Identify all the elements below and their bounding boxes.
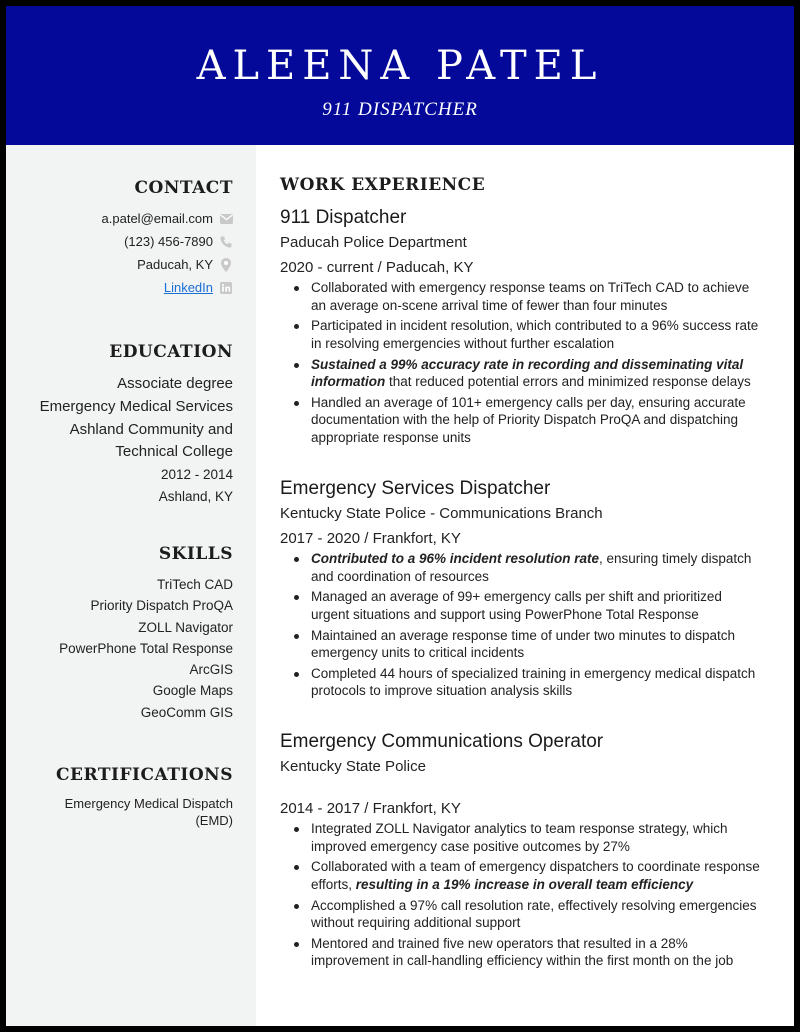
school-name-line1: Ashland Community and [69, 421, 233, 438]
job-company: Kentucky State Police [280, 758, 426, 775]
skill-item: ArcGIS [189, 662, 233, 678]
bullet [311, 858, 760, 893]
job-company: Kentucky State Police - Communications Branch [280, 505, 603, 522]
skill-item: ZOLL Navigator [138, 619, 233, 635]
education-heading: EDUCATION [109, 342, 233, 362]
skill-item: Google Maps [152, 683, 233, 699]
sidebar [6, 145, 256, 1026]
job-title: 911 Dispatcher [280, 207, 407, 228]
bullet: Collaborated with emergency response teams on TriTech CAD to achieve an average on-scene arrival time of fewer than four minutes [311, 279, 760, 314]
work-experience-heading: WORK EXPERIENCE [280, 175, 486, 195]
job-company: Paducah Police Department [280, 234, 467, 251]
candidate-name: ALEENA PATEL [196, 43, 604, 89]
contact-email [13, 207, 233, 230]
bullet: Mentored and trained five new operators that resulted in a 28% improvement in call-handling efficiency within the first month on the job [311, 935, 760, 970]
linkedin-link[interactable]: LinkedIn [163, 280, 213, 295]
certification-line2: (EMD) [195, 813, 233, 828]
job-role: 911 DISPATCHER [322, 99, 478, 120]
degree: Associate degree [117, 375, 233, 392]
job-dates-location: 2014 - 2017 / Frankfort, KY [280, 800, 461, 817]
bullet: Handled an average of 101+ emergency calls per day, ensuring accurate documentation with the help of Priority Dispatch ProQA and dispatching appropriate response units [311, 394, 760, 447]
skill-item: GeoComm GIS [140, 704, 233, 720]
contact-phone [13, 230, 233, 253]
school-name-line2: Technical College [115, 443, 233, 460]
education-location: Ashland, KY [158, 489, 233, 504]
bullet: Completed 44 hours of specialized training in emergency medical dispatch protocols to improve situation analysis skills [311, 665, 760, 700]
job-bullets [280, 550, 760, 700]
bullet-text: Collaborated with a team of emergency dispatchers to coordinate response efforts, [311, 859, 760, 892]
bullet: Integrated ZOLL Navigator analytics to team response strategy, which improved emergency case positive outcomes by 27% [311, 820, 760, 855]
envelope-icon [219, 212, 233, 226]
education-years: 2012 - 2014 [160, 467, 233, 482]
bullet-highlight: Contributed to a 96% incident resolution rate [311, 551, 600, 566]
contact-linkedin [13, 276, 233, 299]
job-bullets [280, 820, 760, 970]
skills-heading: SKILLS [158, 544, 233, 564]
job-entry [280, 476, 760, 703]
certifications-section [13, 764, 233, 829]
contact-section [13, 177, 233, 299]
job-dates-location: 2017 - 2020 / Frankfort, KY [280, 530, 461, 547]
bullet: Participated in incident resolution, which contributed to a 96% success rate in resolving emergencies without further escalation [311, 318, 759, 351]
job-entry [280, 729, 760, 973]
header-banner [6, 6, 794, 145]
skills-section [13, 543, 233, 723]
phone-icon [219, 235, 233, 249]
job-title: Emergency Communications Operator [280, 731, 604, 752]
skill-item: PowerPhone Total Response [59, 640, 233, 656]
bullet: Maintained an average response time of under two minutes to dispatch emergency units to critical incidents [311, 627, 760, 662]
contact-location [13, 253, 233, 276]
skill-item: Priority Dispatch ProQA [90, 598, 233, 614]
bullet: Managed an average of 99+ emergency calls per shift and prioritized urgent situations and support using PowerPhone Total Response [311, 588, 760, 623]
phone-text: (123) 456-7890 [124, 234, 213, 249]
job-entry [280, 205, 760, 450]
resume-page [6, 6, 794, 1026]
job-dates-location: 2020 - current / Paducah, KY [280, 259, 474, 276]
job-title: Emergency Services Dispatcher [280, 478, 551, 499]
location-text: Paducah, KY [137, 257, 213, 272]
email-text: a.patel@email.com [101, 211, 213, 226]
certifications-heading: CERTIFICATIONS [56, 765, 233, 785]
linkedin-icon [219, 281, 233, 295]
field-of-study: Emergency Medical Services [39, 398, 233, 415]
bullet: Accomplished a 97% call resolution rate, effectively resolving emergencies without requiring additional support [311, 897, 760, 932]
job-bullets [280, 279, 760, 446]
map-pin-icon [219, 258, 233, 272]
certification-line1: Emergency Medical Dispatch [64, 796, 233, 811]
skill-item: TriTech CAD [156, 577, 233, 592]
bullet [311, 550, 760, 585]
bullet-text: that reduced potential errors and minimized response delays [385, 374, 751, 390]
contact-heading: CONTACT [134, 178, 233, 198]
bullet-text: , ensuring timely dispatch and coordination of resources [311, 551, 752, 584]
bullet [311, 356, 760, 391]
bullet-highlight: Sustained a 99% accuracy rate in recording and disseminating vital information [311, 356, 744, 390]
bullet-highlight: resulting in a 19% increase in overall team efficiency [355, 876, 694, 892]
education-section [13, 341, 233, 508]
